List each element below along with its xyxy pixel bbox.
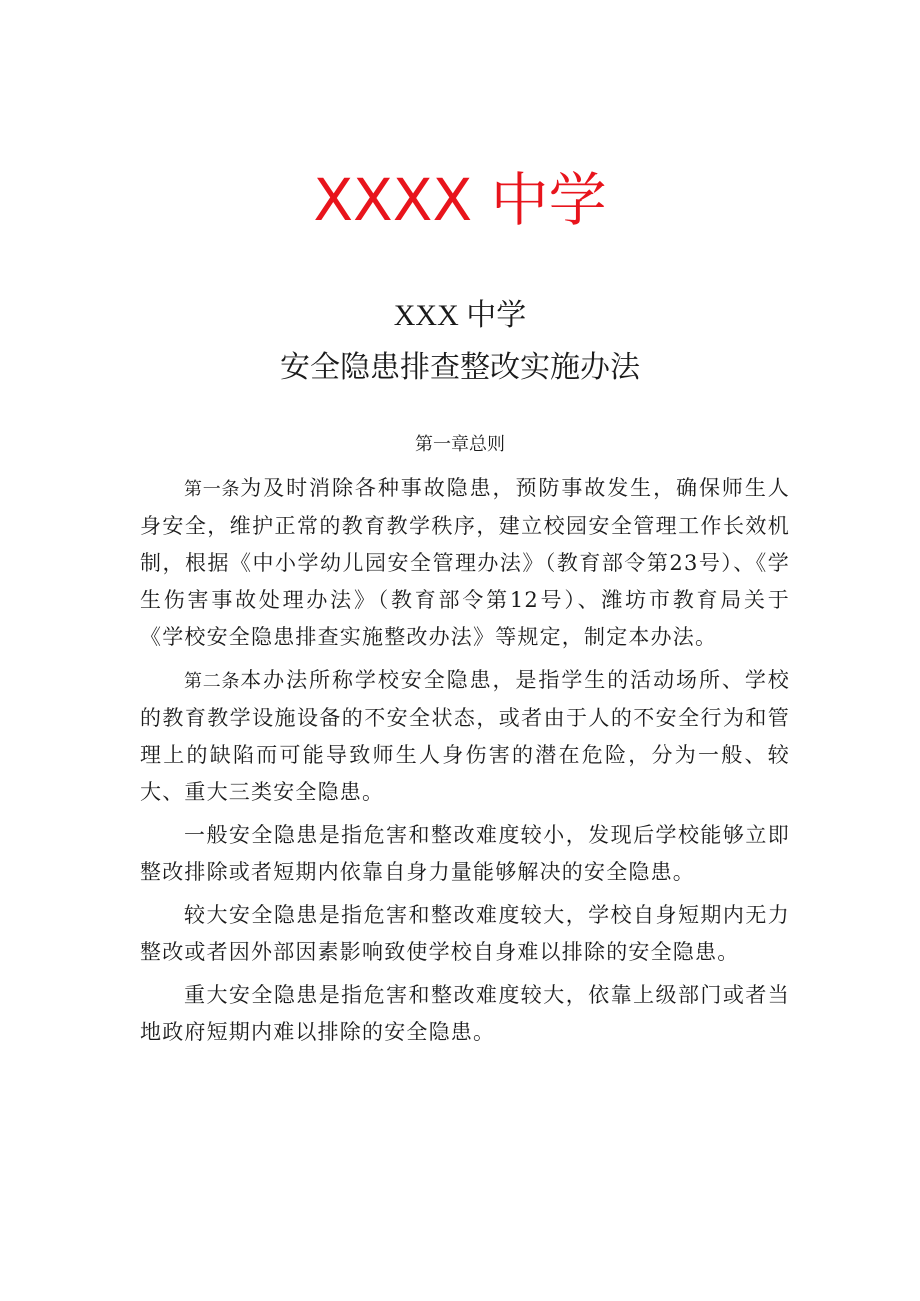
article-2 <box>140 662 790 811</box>
article-2-label: 第二条 <box>184 671 241 692</box>
article-1-text: 为及时消除各种事故隐患，预防事故发生，确保师生人身安全，维护正常的教育教学秩序，建立校园安全管理工作长效机制，根据《中小学幼儿园安全管理办法》（教育部令第23号）、《学生伤害事故处理办法》（教育部令第12号）、潍坊市教育局关于《学校安全隐患排查实施整改办法》等规定，制定本办法。 <box>140 476 790 649</box>
paragraph-major-hazard: 较大安全隐患是指危害和整改难度较大，学校自身短期内无力整改或者因外部因素影响致使学校自身难以排除的安全隐患。 <box>140 903 790 964</box>
article-1-label: 第一条 <box>184 479 241 500</box>
paragraph-general-hazard: 一般安全隐患是指危害和整改难度较小，发现后学校能够立即整改排除或者短期内依靠自身力量能够解决的安全隐患。 <box>140 823 790 884</box>
document-body <box>140 470 790 1057</box>
title-document-name: 安全隐患排查整改实施办法 <box>280 350 640 385</box>
article-2-text: 本办法所称学校安全隐患，是指学生的活动场所、学校的教育教学设施设备的不安全状态，或者由于人的不安全行为和管理上的缺陷而可能导致师生人身伤害的潜在危险，分为一般、较大、重大三类安全隐患。 <box>140 668 790 804</box>
chapter-heading: 第一章总则 <box>415 434 505 455</box>
article-1 <box>140 470 790 656</box>
school-header-mark: XXXX 中学 <box>313 166 607 234</box>
title-school-name: XXX 中学 <box>393 299 527 332</box>
document-title <box>0 290 920 394</box>
paragraph-serious-hazard: 重大安全隐患是指危害和整改难度较大，依靠上级部门或者当地政府短期内难以排除的安全隐患。 <box>140 983 790 1044</box>
